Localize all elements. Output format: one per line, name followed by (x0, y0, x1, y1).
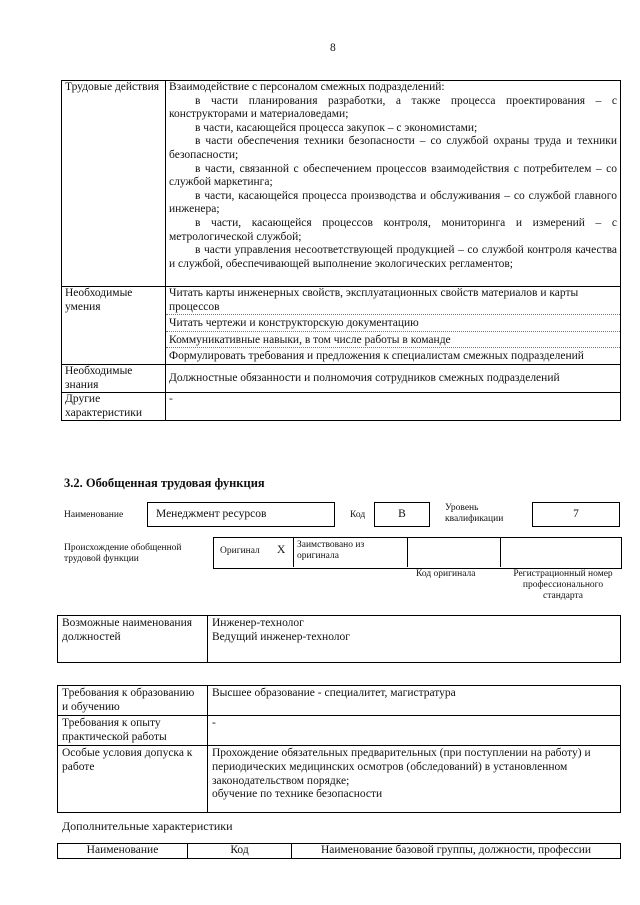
header-code: Код (188, 844, 292, 859)
conditions-cell (208, 746, 621, 813)
positions-label: Возможные наименования должностей (58, 616, 208, 663)
skills-cell (166, 287, 621, 365)
level-value: 7 (532, 502, 620, 527)
additional-title: Дополнительные характеристики (62, 819, 233, 833)
original-mark: X (277, 544, 286, 556)
origin-label: Происхождение обобщенной трудовой функции (64, 543, 182, 564)
table-row (58, 616, 621, 663)
positions-cell (208, 616, 621, 663)
header-group: Наименование базовой группы, должности, профессии (292, 844, 621, 859)
reg-number-label: Регистрационный номер профессионального стандарта (513, 569, 613, 601)
labor-functions-table (61, 80, 621, 421)
level-label: Уровень квалификации (445, 503, 504, 524)
experience-value: - (208, 716, 621, 746)
section-title: 3.2. Обобщенная трудовая функция (64, 476, 265, 490)
table-row (62, 287, 621, 365)
conditions-label: Особые условия допуска к работе (58, 746, 208, 813)
table-row (58, 716, 621, 746)
divider (407, 537, 408, 567)
actions-cell (166, 81, 621, 287)
name-label: Наименование (64, 510, 124, 520)
other-cell: - (166, 393, 621, 421)
actions-item: в части, касающейся процесса закупок – с экономистами; (195, 121, 478, 134)
original-label: Оригинал (220, 546, 260, 556)
additional-table (57, 843, 621, 859)
table-row (62, 393, 621, 421)
actions-item: в части управления несоответствующей продукцией – со службой контроля качества и службой, обеспечивающей выполнение экологических регламентов; (169, 244, 617, 270)
actions-item: в части планирования разработки, а также процесса проектирования – с конструкторами и материаловедами; (169, 94, 617, 121)
education-label: Требования к образованию и обучению (58, 686, 208, 716)
skill-item: Формулировать требования и предложения к специалистам смежных подразделений (169, 350, 584, 363)
skill-item: Читать карты инженерных свойств, эксплуатационных свойств материалов и карты процессов (166, 287, 620, 315)
other-label: Другие характеристики (62, 393, 166, 421)
positions-table (57, 615, 621, 663)
skill-item: Коммуникативные навыки, в том числе работы в команде (166, 332, 620, 349)
actions-item: в части, касающейся процесса производства и обслуживания – со службой главного инженера; (169, 189, 617, 216)
table-row (58, 746, 621, 813)
page-number: 8 (330, 42, 336, 54)
education-value: Высшее образование - специалитет, магистратура (208, 686, 621, 716)
actions-item: в части, связанной с обеспечением процессов взаимодействия с потребителем – со службой маркетинга; (169, 162, 617, 189)
code-original-label: Код оригинала (416, 569, 476, 579)
experience-label: Требования к опыту практической работы (58, 716, 208, 746)
actions-label: Трудовые действия (62, 81, 166, 287)
divider (500, 537, 501, 567)
conditions-value: обучение по технике безопасности (212, 788, 383, 801)
table-row (58, 686, 621, 716)
position-item: Ведущий инженер-технолог (212, 630, 350, 643)
code-label: Код (350, 510, 366, 520)
header-name: Наименование (58, 844, 188, 859)
actions-item: в части обеспечения техники безопасности – со службой охраны труда и техники безопасности; (169, 135, 617, 161)
code-value: B (374, 502, 430, 527)
actions-item: Взаимодействие с персоналом смежных подразделений: (169, 81, 445, 93)
skill-item: Читать чертежи и конструкторскую документацию (166, 315, 620, 332)
knowledge-cell: Должностные обязанности и полномочия сотрудников смежных подразделений (166, 364, 621, 392)
borrowed-label: Заимствовано из оригинала (297, 540, 365, 561)
table-row (62, 81, 621, 287)
table-row (62, 364, 621, 392)
name-value: Менеджмент ресурсов (147, 502, 335, 527)
origin-box (213, 537, 622, 569)
conditions-value: Прохождение обязательных предварительных (при поступлении на работу) и периодических медицинских осмотров (обследований) в установленном законодательством порядке; (212, 747, 591, 787)
requirements-table (57, 685, 621, 813)
divider (293, 537, 294, 567)
table-row (58, 844, 621, 859)
skills-label: Необходимые умения (62, 287, 166, 365)
knowledge-label: Необходимые знания (62, 364, 166, 392)
position-item: Инженер-технолог (212, 617, 304, 629)
actions-item: в части, касающейся процессов контроля, мониторинга и измерений – с метрологической службой; (169, 216, 617, 243)
